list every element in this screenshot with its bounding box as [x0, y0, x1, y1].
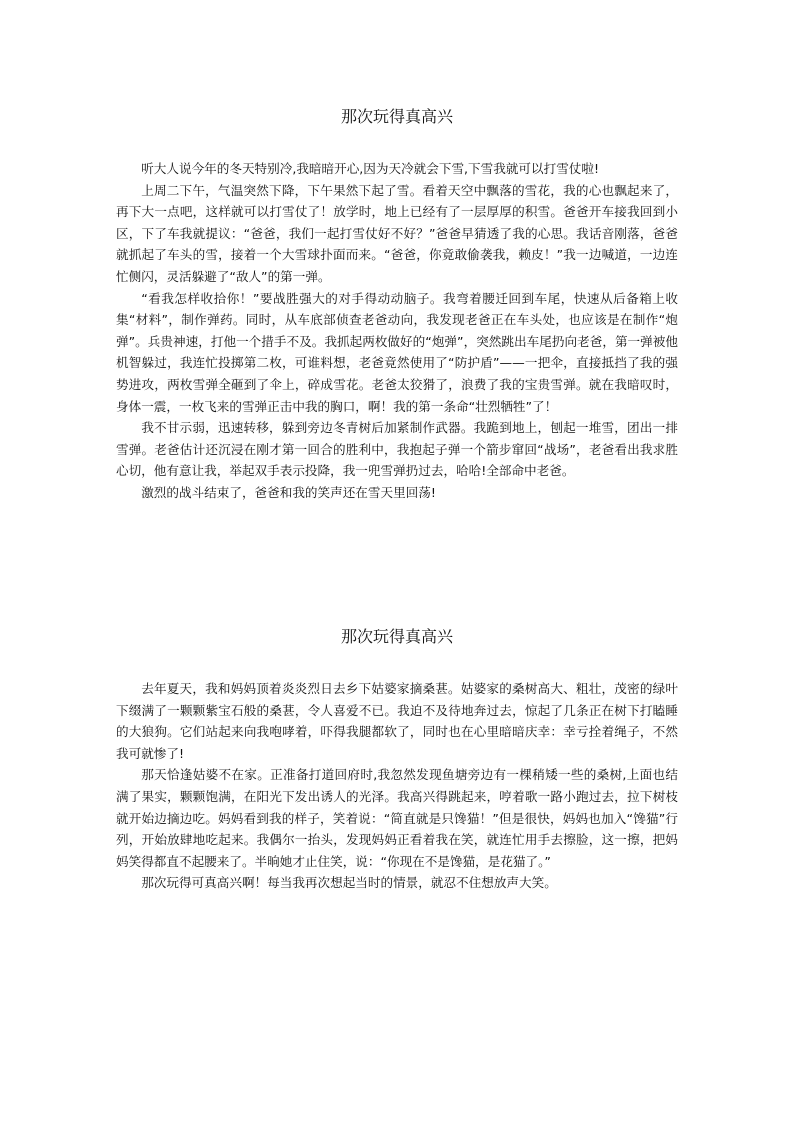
paragraph: 那次玩得可真高兴啊！每当我再次想起当时的情景，就忍不住想放声大笑。 [141, 875, 557, 891]
essay-2 [116, 626, 678, 894]
essay-1 [116, 106, 678, 504]
paragraph: 去年夏天，我和妈妈顶着炎炎烈日去乡下姑婆家摘桑葚。姑婆家的桑树高大、粗壮，茂密的绿叶下缀满了一颗颗紫宝石般的桑葚，令人喜爱不已。我迫不及待地奔过去，惊起了几条正在树下打瞌睡的大狼狗。它们站起来向我咆哮着，吓得我腿都软了，同时也在心里暗暗庆幸：幸亏拴着绳子，不然我可就惨了! [116, 681, 678, 761]
paragraph: 我不甘示弱，迅速转移，躲到旁边冬青树后加紧制作武器。我跪到地上，刨起一堆雪，团出一排雪弹。老爸估计还沉浸在刚才第一回合的胜利中，我抱起子弹一个箭步窜回“战场”，老爸看出我求胜心切，他有意让我，举起双手表示投降，我一兜雪弹扔过去，哈哈!全部命中老爸。 [116, 420, 678, 479]
paragraph: 那天恰逢姑婆不在家。正准备打道回府时,我忽然发现鱼塘旁边有一棵稍矮一些的桑树,上面也结满了果实，颗颗饱满，在阳光下发出诱人的光泽。我高兴得跳起来，哼着歌一路小跑过去，拉下树枝就开始边摘边吃。妈妈看到我的样子，笑着说：“简直就是只馋猫！”但是很快，妈妈也加入“馋猫”行列，开始放肆地吃起来。我偶尔一抬头，发现妈妈正看着我在笑，就连忙用手去擦脸，这一擦，把妈妈笑得都直不起腰来了。半晌她才止住笑，说：“你现在不是馋猫，是花猫了。” [116, 767, 678, 869]
paragraph: 激烈的战斗结束了，爸爸和我的笑声还在雪天里回荡! [141, 484, 436, 500]
paragraph: 上周二下午，气温突然下降，下午果然下起了雪。看着天空中飘落的雪花，我的心也飘起来了，再下大一点吧，这样就可以打雪仗了！放学时，地上已经有了一层厚厚的积雪。爸爸开车接我回到小区，下了车我就提议：“爸爸，我们一起打雪仗好不好？”爸爸早猜透了我的心思。我话音刚落，爸爸就抓起了车头的雪，接着一个大雪球扑面而来。“爸爸，你竟敢偷袭我，赖皮！”我一边喊道，一边连忙侧闪，灵活躲避了“敌人”的第一弹。 [116, 182, 678, 284]
essay-title: 那次玩得真高兴 [340, 107, 453, 126]
paragraph: 听大人说今年的冬天特别冷,我暗暗开心,因为天冷就会下雪,下雪我就可以打雪仗啦! [141, 161, 600, 176]
essay-title: 那次玩得真高兴 [340, 627, 453, 646]
paragraph: “看我怎样收拾你！”要战胜强大的对手得动动脑子。我弯着腰迁回到车尾，快速从后备箱上收集“材料”，制作弹药。同时，从车底部侦查老爸动向，我发现老爸正在车头处，也应该是在制作“炮弹”。兵贵神速，打他一个措手不及。我抓起两枚做好的“炮弹”，突然跳出车尾扔向老爸，第一弹被他机智躲过，我连忙投掷第二枚，可谁料想，老爸竟然使用了“防护盾”——一把伞，直接抵挡了我的强势进攻，两枚雪弹全砸到了伞上，碎成雪花。老爸太狡猾了，浪费了我的宝贵雪弹。就在我暗叹时，身体一震，一枚飞来的雪弹正击中我的胸口，啊！我的第一条命“壮烈牺牲”了！ [116, 290, 678, 414]
